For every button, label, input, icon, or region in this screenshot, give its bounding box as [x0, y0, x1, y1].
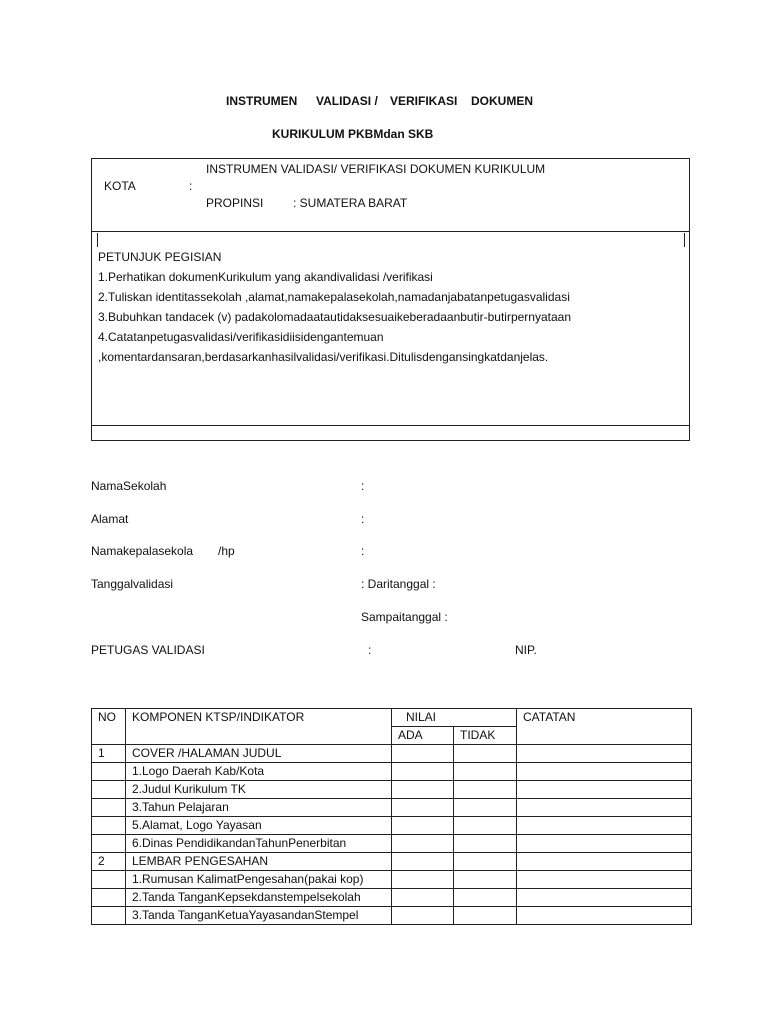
row-catatan-cell[interactable]	[517, 817, 692, 835]
table-row	[92, 853, 692, 871]
row-indicator-cell: 1.Logo Daerah Kab/Kota	[126, 763, 392, 781]
kota-colon: :	[189, 179, 193, 193]
propinsi-value: : SUMATERA BARAT	[293, 196, 408, 210]
table-row	[92, 799, 692, 817]
row-no-cell	[92, 907, 126, 925]
alamat-label: Alamat	[91, 512, 129, 526]
row-indicator-cell: 1.Rumusan KalimatPengesahan(pakai kop)	[126, 871, 392, 889]
row-tidak-cell[interactable]	[454, 799, 517, 817]
row-ada-cell[interactable]	[392, 799, 454, 817]
row-no-cell: 1	[92, 745, 126, 763]
row-indicator-cell: 6.Dinas PendidikandanTahunPenerbitan	[126, 835, 392, 853]
instruction-line-4: 4.Catatanpetugasvalidasi/verifikasidiisidengantemuan	[98, 330, 384, 344]
petugas-colon: :	[368, 643, 372, 657]
row-catatan-cell[interactable]	[517, 745, 692, 763]
instruction-line-3: 3.Bubuhkan tandacek (v) padakolomadaatautidaksesuaikeberadaanbutir-butirpernyataan	[98, 310, 571, 324]
row-tidak-cell[interactable]	[454, 871, 517, 889]
row-no-cell	[92, 871, 126, 889]
sampai-tanggal-label: Sampaitanggal :	[361, 610, 448, 624]
row-no-cell	[92, 889, 126, 907]
hp-label: /hp	[218, 544, 235, 558]
row-no-cell	[92, 781, 126, 799]
row-indicator-cell: COVER /HALAMAN JUDUL	[126, 745, 392, 763]
header-catatan: CATATAN	[517, 709, 692, 745]
table-row	[92, 907, 692, 925]
instruction-line-5: ,komentardansaran,berdasarkanhasilvalidasi/verifikasi.Ditulisdengansingkatdanjelas.	[98, 350, 549, 364]
petugas-validasi-label: PETUGAS VALIDASI	[91, 643, 205, 657]
header-no: NO	[92, 709, 126, 745]
title-part-instrumen: INSTRUMEN	[226, 94, 298, 108]
row-indicator-cell: 3.Tanda TanganKetuaYayasandanStempel	[126, 907, 392, 925]
instruction-line-1: 1.Perhatikan dokumenKurikulum yang akandivalidasi /verifikasi	[98, 270, 433, 284]
row-ada-cell[interactable]	[392, 889, 454, 907]
row-catatan-cell[interactable]	[517, 835, 692, 853]
dari-tanggal-label: : Daritanggal :	[361, 577, 436, 591]
row-catatan-cell[interactable]	[517, 853, 692, 871]
header-komponen: KOMPONEN KTSP/INDIKATOR	[126, 709, 392, 745]
row-tidak-cell[interactable]	[454, 907, 517, 925]
table-row	[92, 781, 692, 799]
table-row	[92, 835, 692, 853]
row-ada-cell[interactable]	[392, 853, 454, 871]
table-row	[92, 763, 692, 781]
row-indicator-cell: 5.Alamat, Logo Yayasan	[126, 817, 392, 835]
validation-table	[91, 708, 692, 925]
row-catatan-cell[interactable]	[517, 871, 692, 889]
row-tidak-cell[interactable]	[454, 853, 517, 871]
footer-divider	[92, 425, 689, 426]
row-indicator-cell: 2.Tanda TanganKepsekdanstempelsekolah	[126, 889, 392, 907]
row-ada-cell[interactable]	[392, 745, 454, 763]
row-ada-cell[interactable]	[392, 871, 454, 889]
nama-sekolah-colon: :	[361, 479, 365, 493]
row-tidak-cell[interactable]	[454, 781, 517, 799]
nama-sekolah-label: NamaSekolah	[91, 479, 167, 493]
row-indicator-cell: LEMBAR PENGESAHAN	[126, 853, 392, 871]
row-tidak-cell[interactable]	[454, 889, 517, 907]
header-heading: INSTRUMEN VALIDASI/ VERIFIKASI DOKUMEN KURIKULUM	[206, 162, 546, 176]
kepala-sekolah-label: Namakepalasekola	[91, 544, 194, 558]
kota-label: KOTA	[104, 179, 136, 193]
row-indicator-cell: 3.Tahun Pelajaran	[126, 799, 392, 817]
row-catatan-cell[interactable]	[517, 781, 692, 799]
instruction-line-2: 2.Tuliskan identitassekolah ,alamat,namakepalasekolah,namadanjabatanpetugasvalidasi	[98, 290, 570, 304]
row-tidak-cell[interactable]	[454, 835, 517, 853]
table-body	[92, 745, 692, 925]
propinsi-label: PROPINSI	[206, 196, 264, 210]
alamat-colon: :	[361, 512, 365, 526]
row-tidak-cell[interactable]	[454, 763, 517, 781]
row-no-cell	[92, 799, 126, 817]
row-indicator-cell: 2.Judul Kurikulum TK	[126, 781, 392, 799]
row-no-cell	[92, 763, 126, 781]
row-catatan-cell[interactable]	[517, 799, 692, 817]
row-ada-cell[interactable]	[392, 763, 454, 781]
title-part-dokumen: DOKUMEN	[471, 94, 533, 108]
instructions-heading: PETUNJUK PEGISIAN	[98, 250, 222, 264]
table-row	[92, 871, 692, 889]
tanggal-validasi-label: Tanggalvalidasi	[91, 577, 174, 591]
row-catatan-cell[interactable]	[517, 889, 692, 907]
header-nilai: NILAI	[392, 709, 517, 727]
row-catatan-cell[interactable]	[517, 763, 692, 781]
row-ada-cell[interactable]	[392, 907, 454, 925]
row-no-cell	[92, 817, 126, 835]
row-ada-cell[interactable]	[392, 781, 454, 799]
header-divider	[92, 231, 689, 232]
header-ada: ADA	[392, 727, 454, 745]
nip-label: NIP.	[515, 643, 537, 657]
title-part-verifikasi: VERIFIKASI	[390, 94, 458, 108]
row-tidak-cell[interactable]	[454, 745, 517, 763]
row-no-cell	[92, 835, 126, 853]
table-row	[92, 817, 692, 835]
row-tidak-cell[interactable]	[454, 817, 517, 835]
table-row	[92, 889, 692, 907]
title-part-validasi: VALIDASI /	[316, 94, 378, 108]
header-box	[91, 158, 690, 441]
row-ada-cell[interactable]	[392, 817, 454, 835]
row-ada-cell[interactable]	[392, 835, 454, 853]
right-cursor-mark	[684, 233, 685, 247]
kepala-sekolah-colon: :	[361, 544, 365, 558]
table-row	[92, 745, 692, 763]
row-no-cell: 2	[92, 853, 126, 871]
left-cursor-mark	[97, 233, 98, 247]
header-tidak: TIDAK	[454, 727, 517, 745]
row-catatan-cell[interactable]	[517, 907, 692, 925]
title-line2: KURIKULUM PKBMdan SKB	[272, 127, 434, 141]
